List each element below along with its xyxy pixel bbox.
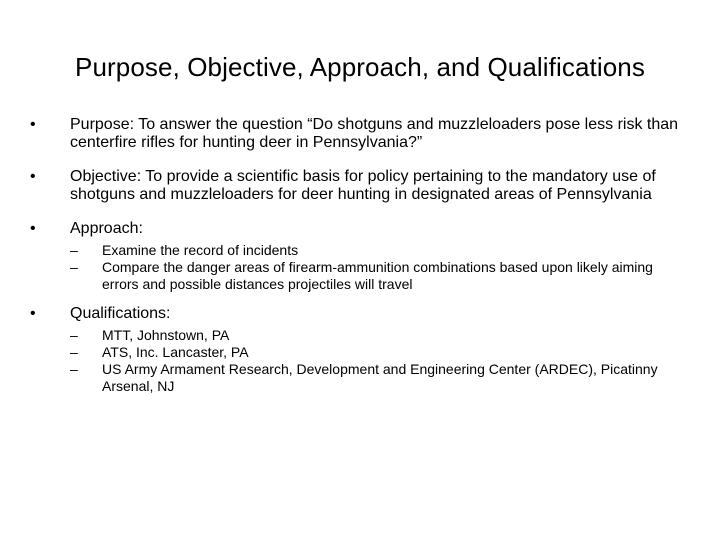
bullet-qualifications [30,305,690,395]
sub-item [70,344,690,361]
bullet-approach [30,220,690,293]
bullet-text-purpose: Purpose: To answer the question “Do shotguns and muzzleloaders pose less risk than centerfire rifles for hunting deer in Pennsylvania?” [70,116,679,151]
qualifications-subitems [70,327,690,395]
sub-item-text: Examine the record of incidents [102,242,299,258]
sub-item [70,242,690,259]
bullet-dot: • [30,305,36,322]
bullet-text-qualifications: Qualifications: [70,305,171,322]
sub-item-text: Compare the danger areas of firearm-ammunition combinations based upon likely aiming errors and possible distances projectiles will travel [102,259,653,292]
dash-marker: – [70,361,78,377]
sub-item [70,327,690,344]
sub-item-text: US Army Armament Research, Development and Engineering Center (ARDEC), Picatinny Arsenal, NJ [102,361,658,394]
sub-item [70,259,690,293]
bullet-text-approach: Approach: [70,220,143,237]
dash-marker: – [70,344,78,360]
sub-item-text: MTT, Johnstown, PA [102,327,230,343]
bullet-purpose [30,116,690,152]
bullet-dot: • [30,220,36,237]
slide-title: Purpose, Objective, Approach, and Qualifications [75,52,645,82]
bullet-dot: • [30,168,36,185]
dash-marker: – [70,327,78,343]
approach-subitems [70,242,690,293]
bullet-text-objective: Objective: To provide a scientific basis for policy pertaining to the mandatory use of shotguns and muzzleloaders for deer hunting in designated areas of Pennsylvania [70,168,656,203]
dash-marker: – [70,259,78,275]
sub-item-text: ATS, Inc. Lancaster, PA [102,344,249,360]
bullet-list [30,116,690,411]
sub-item [70,361,690,395]
dash-marker: – [70,242,78,258]
bullet-objective [30,168,690,204]
bullet-dot: • [30,116,36,133]
